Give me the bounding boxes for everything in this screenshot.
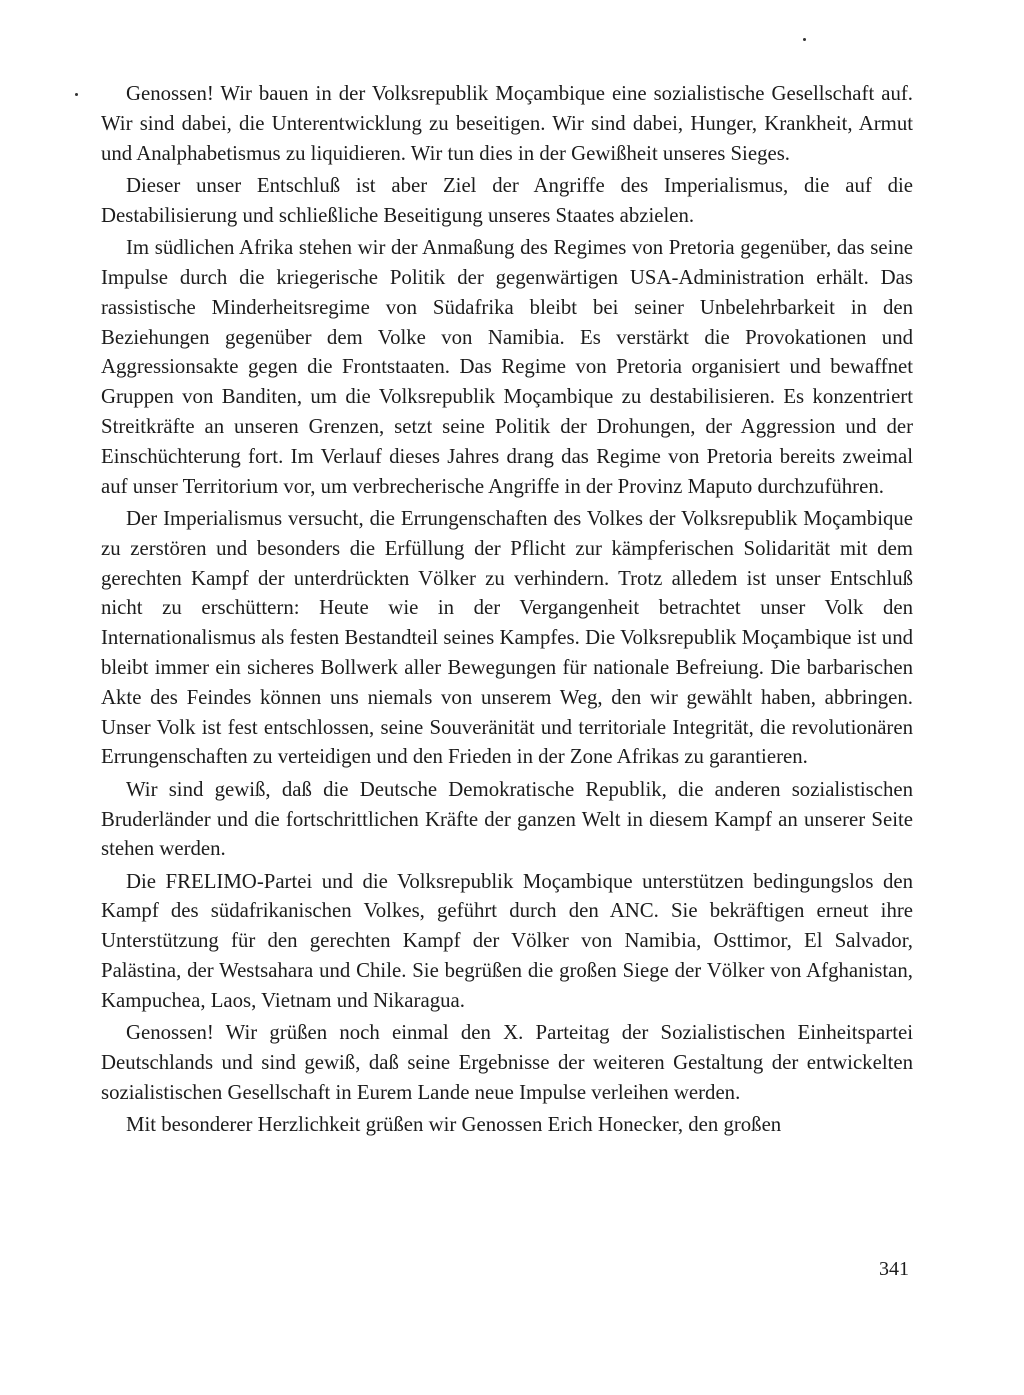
- page-number: 341: [879, 1258, 909, 1280]
- paragraph: Dieser unser Entschluß ist aber Ziel der Angriffe des Imperialismus, die auf die Destabilisierung und schließliche Beseitigung unseres Staates abzielen.: [101, 173, 913, 227]
- paragraph: Der Imperialismus versucht, die Errungenschaften des Volkes der Volksrepublik Moçambique zu zerstören und besonders die Erfüllung der Pflicht zur kämpferischen Solidarität mit dem gerechten Kampf der unterdrückten Völker zu verhindern. Trotz alledem ist unser Entschluß nicht zu erschüttern: Heute wie in der Vergangenheit betrachtet unser Volk den Internationalismus als festen Bestandteil seines Kampfes. Die Volksrepublik Moçambique ist und bleibt immer ein sicheres Bollwerk aller Bewegungen für nationale Befreiung. Die barbarischen Akte des Feindes können uns niemals von unserem Weg, den wir gewählt haben, abbringen. Unser Volk ist fest entschlossen, seine Souveränität und territoriale Integrität, die revolutionären Errungenschaften zu verteidigen und den Frieden in der Zone Afrikas zu garantieren.: [101, 506, 913, 769]
- paragraph: Genossen! Wir bauen in der Volksrepublik Moçambique eine sozialistische Gesellschaft auf. Wir sind dabei, die Unterentwicklung zu beseitigen. Wir sind dabei, Hunger, Krankheit, Armut und Analphabetismus zu liquidieren. Wir tun dies in der Gewißheit unseres Sieges.: [101, 82, 913, 165]
- paragraph: Genossen! Wir grüßen noch einmal den X. Parteitag der Sozialistischen Einheitspartei Deutschlands und sind gewiß, daß seine Ergebnisse der weiteren Gestaltung der entwickelten sozialistischen Gesellschaft in Eurem Lande neue Impulse verleihen werden.: [101, 1021, 913, 1104]
- print-speck: [803, 38, 806, 41]
- paragraph: Mit besonderer Herzlichkeit grüßen wir Genossen Erich Honecker, den großen: [126, 1113, 782, 1137]
- print-speck: [75, 93, 78, 96]
- paragraph: Im südlichen Afrika stehen wir der Anmaßung des Regimes von Pretoria gegenüber, das seine Impulse durch die kriegerische Politik der gegenwärtigen USA-Administration erhält. Das rassistische Minderheitsregime von Südafrika bleibt bei seiner Unbelehrbarkeit in den Beziehungen gegenüber dem Volke von Namibia. Es verstärkt die Provokationen und Aggressionsakte gegen die Frontstaaten. Das Regime von Pretoria organisiert und bewaffnet Gruppen von Banditen, um die Volksrepublik Moçambique zu destabilisieren. Es konzentriert Streitkräfte an unseren Grenzen, setzt seine Politik der Drohungen, der Aggression und der Einschüchterung fort. Im Verlauf dieses Jahres drang das Regime von Pretoria bereits zweimal auf unser Territorium vor, um verbrecherische Angriffe in der Provinz Maputo durchzuführen.: [101, 236, 913, 498]
- body-text: [101, 79, 913, 1140]
- paragraph: Wir sind gewiß, daß die Deutsche Demokratische Republik, die anderen sozialistischen Bruderländer und die fortschrittlichen Kräfte der ganzen Welt in diesem Kampf an unserer Seite stehen werden.: [101, 777, 913, 861]
- paragraph: Die FRELIMO-Partei und die Volksrepublik Moçambique unterstützen bedingungslos den Kampf des südafrikanischen Volkes, geführt durch den ANC. Sie bekräftigen erneut ihre Unterstützung für den gerechten Kampf der Völker von Namibia, Osttimor, El Salvador, Palästina, der Westsahara und Chile. Sie begrüßen die großen Siege der Völker von Afghanistan, Kampuchea, Laos, Vietnam und Nikaragua.: [101, 869, 913, 1012]
